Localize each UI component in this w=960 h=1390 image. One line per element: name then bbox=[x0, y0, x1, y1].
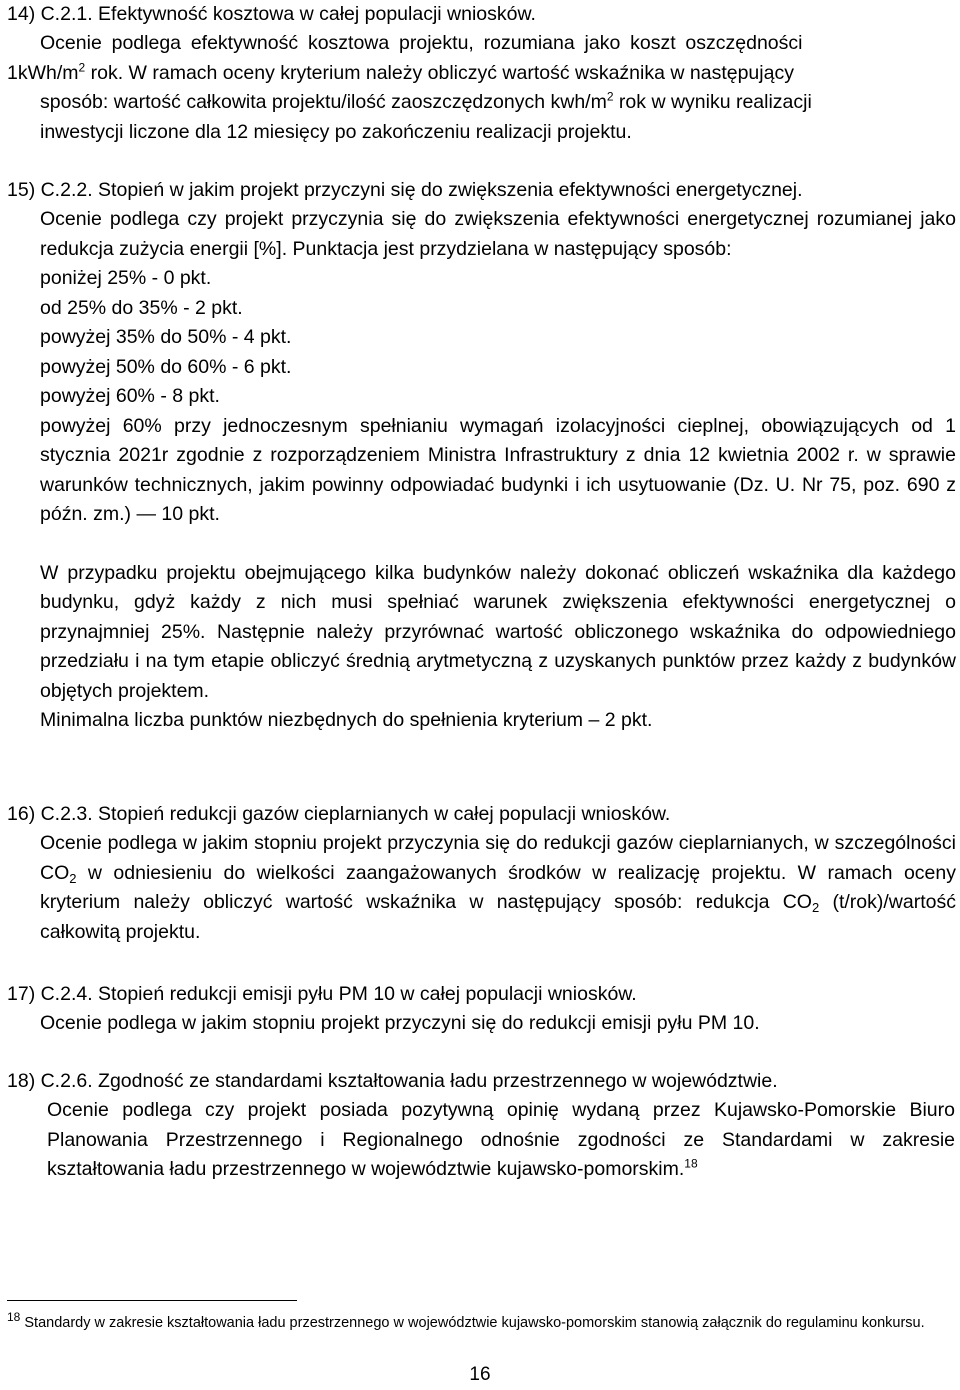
scoring-item: powyżej 35% do 50% - 4 pkt. bbox=[40, 326, 292, 348]
section-15-intro: Ocenie podlega czy projekt przyczynia się do zwiększenia efektywności energetycznej rozumianej jako redukcja zużycia energii [%]. Punktacja jest przydzielana w następujący sposób: bbox=[40, 208, 956, 260]
scoring-item: powyżej 50% do 60% - 6 pkt. bbox=[40, 355, 292, 378]
section-14-line-3-rest: rok w wyniku realizacji bbox=[613, 91, 812, 113]
section-14-line-3 bbox=[40, 88, 956, 118]
section-14-line-1: Ocenie podlega efektywność kosztowa projektu, rozumiana jako koszt oszczędności bbox=[40, 32, 803, 54]
section-16-body bbox=[40, 829, 956, 947]
section-18-heading: 18) C.2.6. Zgodność ze standardami kształtowania ładu przestrzennego w województwie. bbox=[7, 1070, 778, 1092]
section-15-body bbox=[40, 205, 956, 736]
section-18-text: Ocenie podlega czy projekt posiada pozytywną opinię wydaną przez Kujawsko-Pomorskie Biuro Planowania Przestrzennego i Regionalnego odnośnie zgodności ze Standardami w zakresie kształtowania ładu przestrzennego w województwie kujawsko-pomorskim. bbox=[47, 1099, 955, 1180]
scoring-item: poniżej 25% - 0 pkt. bbox=[40, 267, 212, 289]
scoring-item-extended: powyżej 60% przy jednoczesnym spełnianiu wymagań izolacyjności cieplnej, obowiązujących od 1 stycznia 2021r zgodnie z rozporządzeniem Ministra Infrastruktury z dnia 12 kwietnia 2002 r. w sprawie warunków technicznych, jakim powinny odpowiadać budynki i ich usytuowanie (Dz. U. Nr 75, poz. 690 z późn. zm.) — 10 pkt. bbox=[40, 414, 956, 525]
section-14-body bbox=[7, 29, 956, 147]
section-18-paragraph bbox=[47, 1096, 955, 1185]
footnote-reference: 18 bbox=[684, 1156, 698, 1171]
section-16-paragraph bbox=[40, 829, 956, 947]
section-17-body bbox=[40, 1009, 956, 1039]
section-14-line-2-rest: rok. W ramach oceny kryterium należy obliczyć wartość wskaźnika w następujący bbox=[85, 61, 794, 84]
superscript: 2 bbox=[606, 89, 614, 104]
unit-text: 1kWh/m bbox=[7, 61, 79, 84]
scoring-item: od 25% do 35% - 2 pkt. bbox=[40, 296, 243, 319]
subscript: 2 bbox=[811, 900, 820, 915]
section-14-line-2 bbox=[7, 59, 956, 89]
footnote bbox=[7, 1312, 955, 1335]
section-17-paragraph: Ocenie podlega w jakim stopniu projekt przyczyni się do redukcji emisji pyłu PM 10. bbox=[40, 1012, 760, 1034]
page-number: 16 bbox=[469, 1364, 491, 1385]
footnote-divider bbox=[7, 1300, 297, 1301]
section-15-minimum: Minimalna liczba punktów niezbędnych do spełnienia kryterium – 2 pkt. bbox=[40, 709, 653, 731]
section-15-heading: 15) C.2.2. Stopień w jakim projekt przyczyni się do zwiększenia efektywności energetycznej. bbox=[7, 179, 803, 201]
section-14-heading: 14) C.2.1. Efektywność kosztowa w całej populacji wniosków. bbox=[7, 3, 536, 25]
section-16-text-b: w odniesieniu do wielkości zaangażowanych środków w realizację projektu. W ramach oceny kryterium należy obliczyć wartość wskaźnika w następujący sposób: redukcja CO bbox=[40, 861, 956, 913]
footnote-number: 18 bbox=[7, 1310, 21, 1325]
scoring-item: powyżej 60% - 8 pkt. bbox=[40, 385, 220, 407]
section-14-line-3-start: sposób: wartość całkowita projektu/ilość zaoszczędzonych kwh/m bbox=[40, 91, 607, 113]
section-16-heading: 16) C.2.3. Stopień redukcji gazów cieplarnianych w całej populacji wniosków. bbox=[7, 803, 671, 825]
footnote-text: Standardy w zakresie kształtowania ładu przestrzennego w województwie kujawsko-pomorskim stanowią załącznik do regulaminu konkursu. bbox=[20, 1315, 925, 1331]
section-15-para-2: W przypadku projektu obejmującego kilka budynków należy dokonać obliczeń wskaźnika dla każdego budynku, gdyż każdy z nich musi spełniać warunek zwiększenia efektywności energetycznej o przynajmniej 25%. Następnie należy przyrównać wartość obliczonego wskaźnika do odpowiedniego przedziału i na tym etapie obliczyć średnią arytmetyczną z uzyskanych punktów przez każdy z budynków objętych projektem. bbox=[40, 561, 956, 702]
section-17-heading: 17) C.2.4. Stopień redukcji emisji pyłu PM 10 w całej populacji wniosków. bbox=[7, 983, 637, 1005]
section-16-text-c: (t/rok)/wartość całkowitą projektu. bbox=[40, 891, 956, 943]
section-14-line-4: inwestycji liczone dla 12 miesięcy po zakończeniu realizacji projektu. bbox=[40, 120, 632, 143]
section-18-body bbox=[47, 1096, 955, 1185]
superscript: 2 bbox=[78, 60, 86, 74]
subscript: 2 bbox=[69, 870, 77, 886]
section-16-text-a: Ocenie podlega w jakim stopniu projekt przyczynia się do redukcji gazów cieplarnianych, w szczególności CO bbox=[40, 832, 956, 884]
